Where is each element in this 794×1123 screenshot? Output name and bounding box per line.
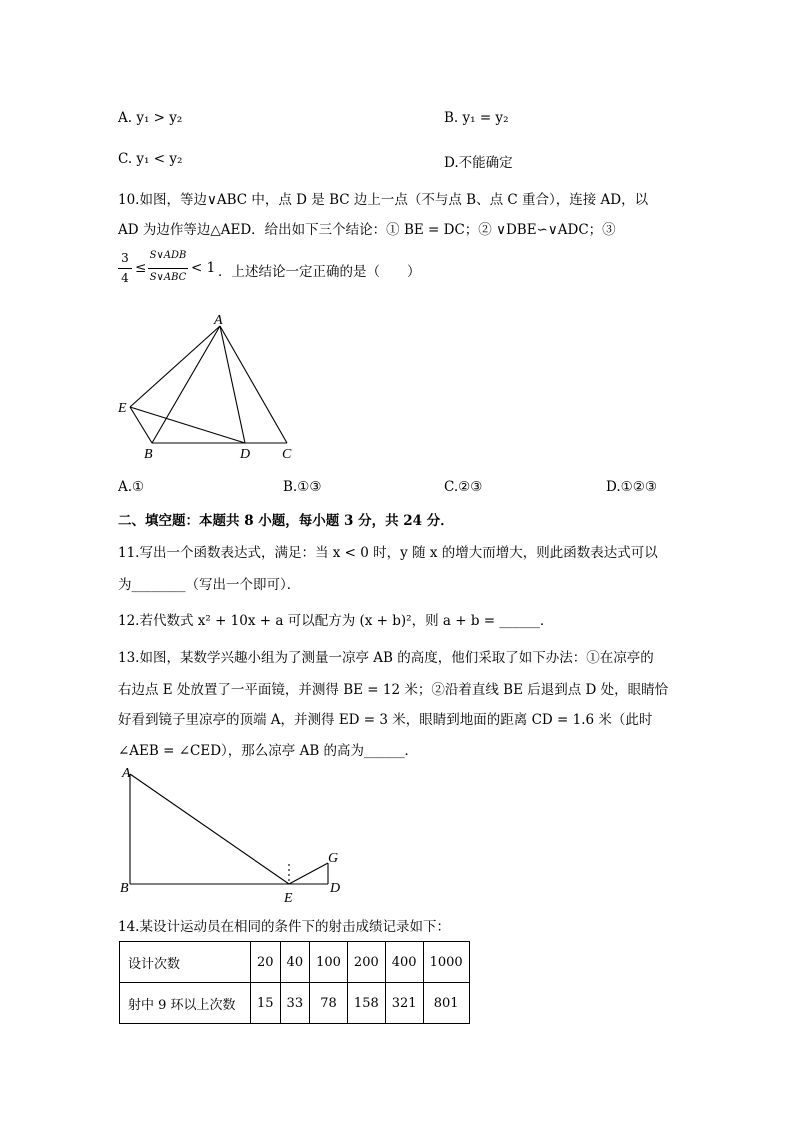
q13-line2: 右边点 E 处放置了一平面镜，并测得 BE = 12 米；②沿着直线 BE 后退到点 D 处，眼睛恰 <box>118 682 669 698</box>
label-d: D <box>240 447 251 462</box>
q10-frac-den: S∨ABC <box>149 272 187 283</box>
table-cell: 100 <box>310 942 348 983</box>
label-a: A <box>122 766 131 781</box>
table-cell: 158 <box>347 983 385 1024</box>
label-g: G <box>328 851 339 866</box>
q12-text: 12.若代数式 x² + 10x + a 可以配方为 (x + b)²，则 a + b = ______． <box>118 613 554 629</box>
seg-ac <box>220 326 287 443</box>
q10-line1: 10.如图，等边∨ABC 中，点 D 是 BC 边上一点（不与点 B、点 C 重合），连接 AD，以 <box>118 192 649 208</box>
table-cell: 200 <box>347 942 385 983</box>
seg-ab <box>152 326 220 443</box>
q10-question-tail: ．上述结论一定正确的是（ ） <box>218 264 421 280</box>
q11-line1: 11.写出一个函数表达式，满足：当 x < 0 时，y 随 x 的增大而增大，则此函数表达式可以 <box>118 545 658 561</box>
q9-option-c: C. y₁ < y₂ <box>118 151 183 167</box>
table-cell: 15 <box>251 983 281 1024</box>
q14-score-table <box>119 941 470 1024</box>
q10-frac-left-bar <box>118 268 132 269</box>
q10-option-c: C.②③ <box>444 479 483 495</box>
label-b: B <box>120 881 129 896</box>
table-cell: 78 <box>310 983 348 1024</box>
table-cell: 20 <box>251 942 281 983</box>
q13-line1: 13.如图，某数学兴趣小组为了测量一凉亭 AB 的高度，他们采取了如下办法：①在凉亭的 <box>118 650 654 666</box>
label-d: D <box>330 881 341 896</box>
section2-heading: 二、填空题：本题共 8 小题，每小题 3 分，共 24 分． <box>118 513 454 529</box>
table-cell: 33 <box>280 983 310 1024</box>
q10-triangle-figure <box>110 305 310 465</box>
q10-frac-left-den: 4 <box>121 271 129 285</box>
q9-option-a: A. y₁ > y₂ <box>118 110 183 126</box>
q10-lt-one: < 1 <box>191 260 216 276</box>
q10-frac-left-num: 3 <box>121 251 129 265</box>
seg-ed <box>130 407 245 443</box>
seg-ad <box>220 326 245 443</box>
seg-ae <box>130 774 289 884</box>
q9-option-d: D.不能确定 <box>444 155 513 171</box>
q10-option-d: D.①②③ <box>606 479 657 495</box>
label-b: B <box>144 447 153 462</box>
q9-option-b: B. y₁ = y₂ <box>444 110 509 126</box>
q10-frac-bar <box>148 268 188 269</box>
table-row <box>120 942 470 983</box>
table-cell: 321 <box>385 983 423 1024</box>
q10-line2: AD 为边作等边△AED．给出如下三个结论：① BE = DC；② ∨DBE∽∨ADC；③ <box>118 222 616 238</box>
q14-intro: 14.某设计运动员在相同的条件下的射击成绩记录如下： <box>118 919 450 935</box>
label-a: A <box>214 313 223 328</box>
table-header-cell: 射中 9 环以上次数 <box>120 983 251 1024</box>
table-cell: 400 <box>385 942 423 983</box>
table-cell: 1000 <box>423 942 469 983</box>
q13-line4: ∠AEB = ∠CED），那么凉亭 AB 的高为______． <box>118 743 419 759</box>
seg-ae <box>130 326 220 407</box>
label-e: E <box>118 401 127 416</box>
label-e: E <box>284 891 293 906</box>
table-header-cell: 设计次数 <box>120 942 251 983</box>
q13-mirror-figure <box>112 760 362 910</box>
q10-le-sign: ≤ <box>135 260 147 276</box>
q11-line2: 为________（写出一个即可）． <box>118 577 301 593</box>
q10-option-a: A.① <box>118 479 145 495</box>
table-cell: 801 <box>423 983 469 1024</box>
table-cell: 40 <box>280 942 310 983</box>
q13-line3: 好看到镜子里凉亭的顶端 A，并测得 ED = 3 米，眼睛到地面的距离 CD = 1.6 米（此时 <box>118 712 653 728</box>
q10-frac-num: S∨ADB <box>149 250 187 261</box>
table-row <box>120 983 470 1024</box>
q10-option-b: B.①③ <box>283 479 322 495</box>
label-c: C <box>282 447 292 462</box>
seg-eg <box>289 863 328 884</box>
